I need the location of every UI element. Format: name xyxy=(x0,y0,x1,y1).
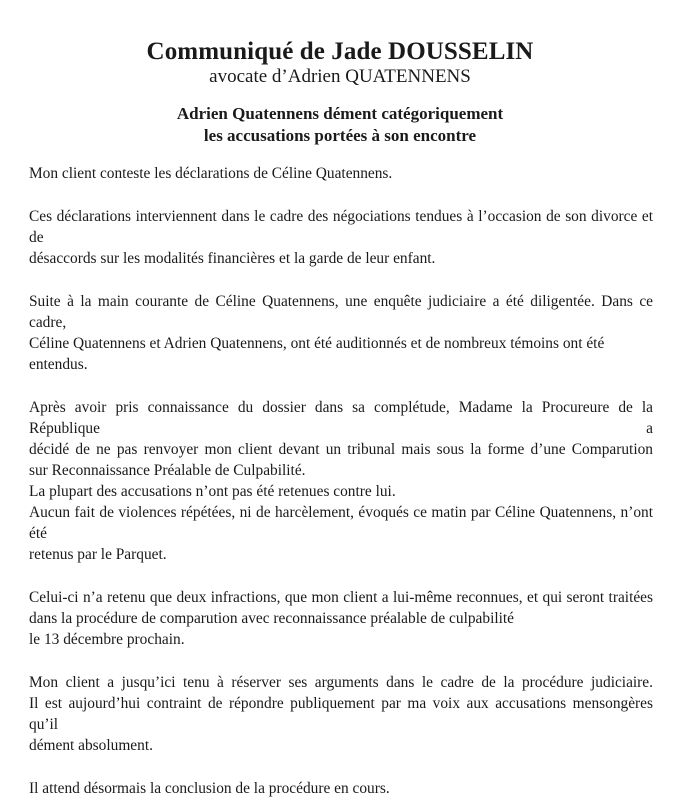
paragraph-line: Après avoir pris connaissance du dossier dans sa complétude, Madame la Procureure de la République a xyxy=(29,399,653,437)
paragraph-line: Suite à la main courante de Céline Quatennens, une enquête judiciaire a été diligentée. Dans ce cadre, xyxy=(29,293,653,331)
paragraph-line: désaccords sur les modalités financières et la garde de leur enfant. xyxy=(29,250,436,267)
paragraph-line: décidé de ne pas renvoyer mon client devant un tribunal mais sous la forme d’une Comparution xyxy=(29,441,653,458)
paragraph-line: La plupart des accusations n’ont pas été retenues contre lui. xyxy=(29,483,396,500)
paragraph-line: Mon client a jusqu’ici tenu à réserver ses arguments dans le cadre de la procédure judiciaire. xyxy=(29,674,653,691)
document-body xyxy=(29,163,653,799)
paragraph-line: Mon client conteste les déclarations de Céline Quatennens. xyxy=(29,165,393,182)
paragraph-6 xyxy=(29,672,653,756)
headline-line-1: Adrien Quatennens dément catégoriquement xyxy=(176,104,504,123)
paragraph-line: Aucun fait de violences répétées, ni de harcèlement, évoqués ce matin par Céline Quatennens, n’ont été xyxy=(29,504,653,542)
paragraph-5 xyxy=(29,587,653,650)
paragraph-1 xyxy=(29,163,653,184)
paragraph-3 xyxy=(29,291,653,375)
paragraph-line: Céline Quatennens et Adrien Quatennens, ont été auditionnés et de nombreux témoins ont été entendus. xyxy=(29,335,605,373)
paragraph-line: dans la procédure de comparution avec reconnaissance préalable de culpabilité xyxy=(29,610,515,627)
paragraph-line: le 13 décembre prochain. xyxy=(29,631,185,648)
paragraph-line: Il est aujourd’hui contraint de répondre publiquement par ma voix aux accusations mensongères qu’il xyxy=(29,695,653,733)
paragraph-line: Il attend désormais la conclusion de la procédure en cours. xyxy=(29,780,390,797)
headline-line-2: les accusations portées à son encontre xyxy=(203,126,477,145)
paragraph-4 xyxy=(29,397,653,565)
paragraph-7 xyxy=(29,778,653,799)
headline xyxy=(0,103,680,147)
document-title: Communiqué de Jade DOUSSELIN xyxy=(146,38,534,65)
paragraph-line: dément absolument. xyxy=(29,737,153,754)
paragraph-line: sur Reconnaissance Préalable de Culpabilité. xyxy=(29,462,306,479)
document-subtitle: avocate d’Adrien QUATENNENS xyxy=(209,66,471,87)
paragraph-2 xyxy=(29,206,653,269)
paragraph-line: Ces déclarations interviennent dans le cadre des négociations tendues à l’occasion de son divorce et de xyxy=(29,208,653,246)
paragraph-line: Celui-ci n’a retenu que deux infractions, que mon client a lui-même reconnues, et qui seront traitées xyxy=(29,589,653,606)
paragraph-line: retenus par le Parquet. xyxy=(29,546,167,563)
